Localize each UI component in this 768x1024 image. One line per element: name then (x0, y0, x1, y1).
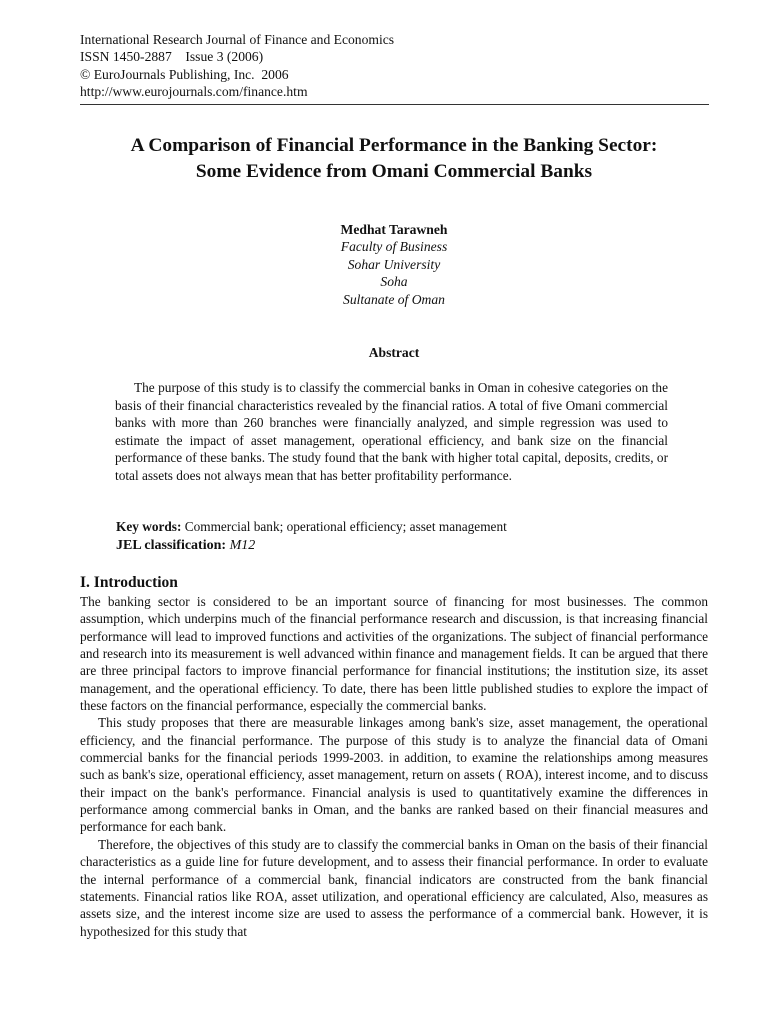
section-heading: I. Introduction (80, 574, 178, 591)
paper-title (60, 133, 728, 185)
author-faculty: Faculty of Business (340, 239, 448, 255)
author-university: Sohar University (347, 256, 441, 272)
author-country: Sultanate of Oman (343, 291, 445, 307)
keywords-label: Key words: (116, 519, 182, 534)
introduction-body (80, 593, 708, 940)
header-divider (80, 104, 709, 105)
author-block (0, 221, 768, 308)
jel-value: M12 (229, 538, 256, 553)
journal-url[interactable]: http://www.eurojournals.com/finance.htm (80, 83, 308, 99)
jel-line (116, 537, 255, 554)
abstract-heading: Abstract (368, 345, 420, 360)
keywords-line (116, 518, 507, 535)
journal-name: International Research Journal of Finance and Economics (80, 32, 395, 47)
author-name: Medhat Tarawneh (340, 222, 448, 237)
title-line-2: Some Evidence from Omani Commercial Banks (195, 161, 593, 182)
paragraph: Therefore, the objectives of this study are to classify the commercial banks in Oman on the basis of their financial characteristics as a guide line for future development, and to assess their financial performance. In order to evaluate the internal performance of a commercial bank, financial indicators are constructed from the bank financial statements. Financial ratios like ROA, asset utilization, and operational efficiency are calculated, Also, measures as assets size, and the interest income size are used to assess the performance of a commercial bank. However, it is hypothesized for this study that (80, 836, 708, 939)
author-city: Soha (380, 274, 408, 290)
paragraph: This study proposes that there are measurable linkages among bank's size, asset management, the operational efficiency, and the financial performance. The purpose of this study is to analyze the financial data of Omani commercial banks for the financial periods 1999-2003. in addition, to examine the relationships among measures such as bank's size, operational efficiency, asset management, return on assets ( ROA), interest income, and to discuss their impact on the bank's performance. Financial analysis is used to quantitatively examine the differences in performance among commercial banks in Oman, and the banks are ranked based on their financial measures and performance for each bank. (80, 715, 708, 835)
jel-label: JEL classification: (116, 538, 227, 553)
copyright: © EuroJournals Publishing, Inc. 2006 (80, 66, 289, 82)
abstract-text: The purpose of this study is to classify the commercial banks in Oman in cohesive categories on the basis of their financial characteristics revealed by the financial ratios. A total of five Omani commercial banks with more than 260 branches were financially analyzed, and simple regression was used to estimate the impact of asset management, operational efficiency, and bank size on the financial performance of these banks. The study found that the bank with higher total capital, deposits, credits, or total assets does not always mean that has better profitability performance. (115, 380, 668, 483)
title-line-1: A Comparison of Financial Performance in the Banking Sector: (130, 135, 658, 156)
keywords-value: Commercial bank; operational efficiency; asset management (184, 519, 507, 534)
paragraph: The banking sector is considered to be an important source of financing for most businesses. The common assumption, which underpins much of the financial performance research and discussion, is that increasing financial performance will lead to improved functions and activities of the organizations. The subject of financial performance and research into its measurement is well advanced within finance and management fields. It can be argued that there are three principal factors to improve financial performance for financial institutions; the institution size, its asset management, and the operational efficiency. To date, there has been little published studies to explore the impact of these factors on the financial performance, especially the commercial banks. (80, 594, 708, 714)
issn-issue: ISSN 1450-2887 Issue 3 (2006) (80, 49, 264, 65)
journal-header (80, 31, 394, 100)
